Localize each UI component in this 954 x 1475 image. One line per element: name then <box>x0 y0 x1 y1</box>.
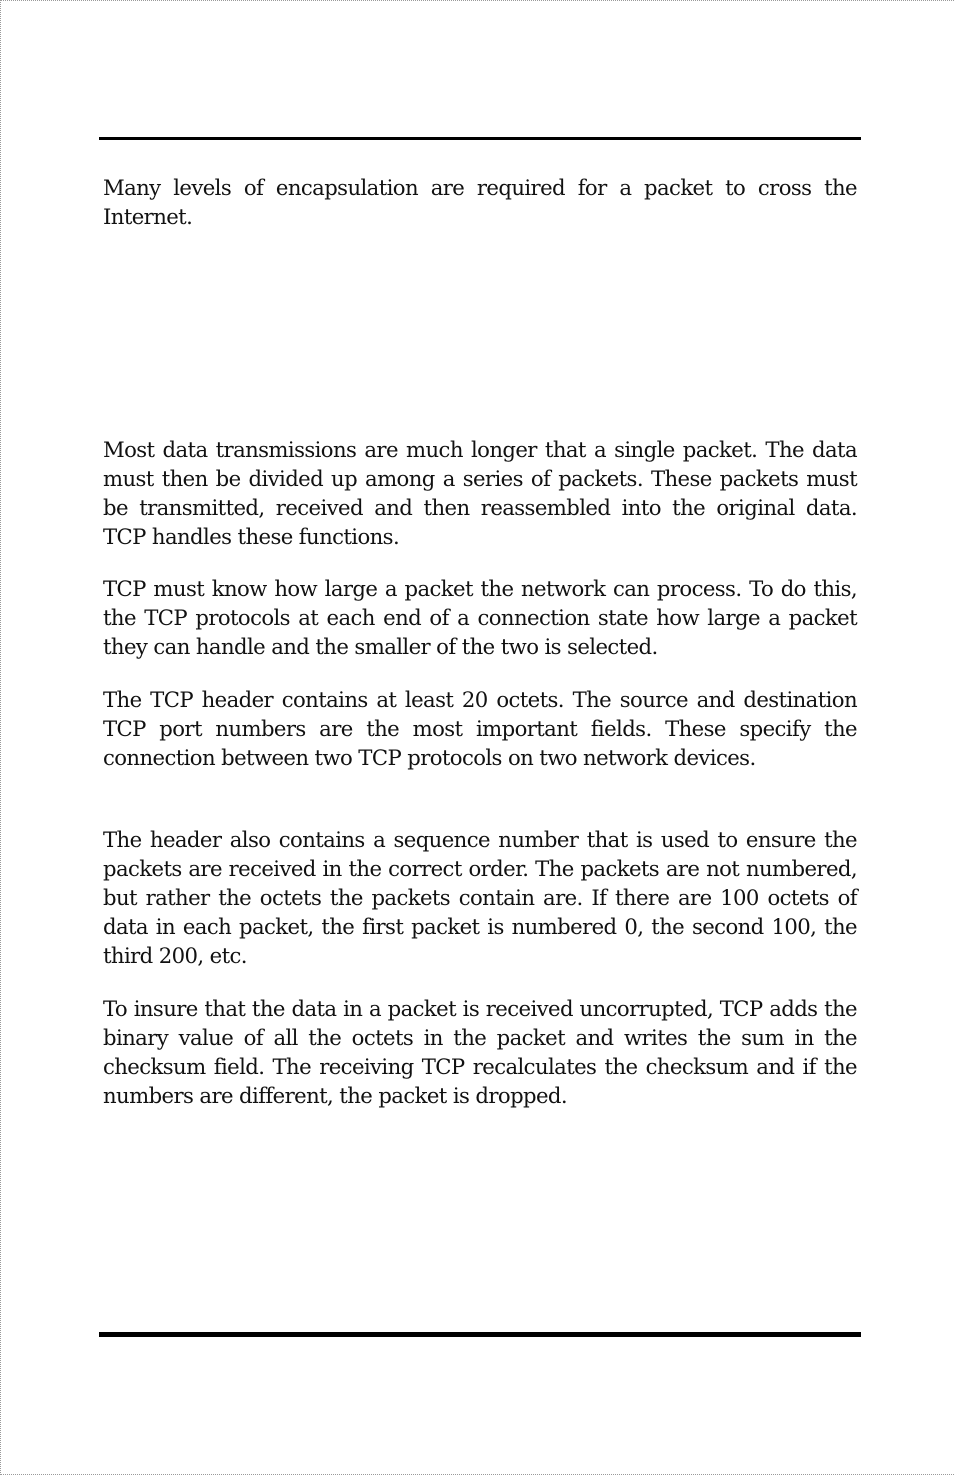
footer-rule <box>99 1332 861 1337</box>
paragraph-data-transmissions: Most data transmissions are much longer that a single packet. The data must then be divided up among a series of packets. These packets must be transmitted, received and then reassembled into the original data. TCP handles these functions. <box>103 437 857 549</box>
paragraph-packet-size: TCP must know how large a packet the network can process. To do this, the TCP protocols at each end of a connection state how large a packet they can handle and the smaller of the two is selected. <box>103 576 857 659</box>
paragraph-sequence-number: The header also contains a sequence number that is used to ensure the packets are received in the correct order. The packets are not numbered, but rather the octets the packets contain are. If there are 100 octets of data in each packet, the first packet is numbered 0, the second 100, the third 200, etc. <box>103 827 857 968</box>
paragraph-encapsulation: Many levels of encapsulation are required for a packet to cross the Internet. <box>103 175 857 229</box>
header-rule <box>99 137 861 140</box>
paragraph-checksum: To insure that the data in a packet is received uncorrupted, TCP adds the binary value of all the octets in the packet and writes the sum in the checksum field. The receiving TCP recalculates the checksum and if the numbers are different, the packet is dropped. <box>103 996 857 1108</box>
paragraph-tcp-header: The TCP header contains at least 20 octets. The source and destination TCP port numbers are the most important fields. These specify the connection between two TCP protocols on two network devices. <box>103 687 857 770</box>
